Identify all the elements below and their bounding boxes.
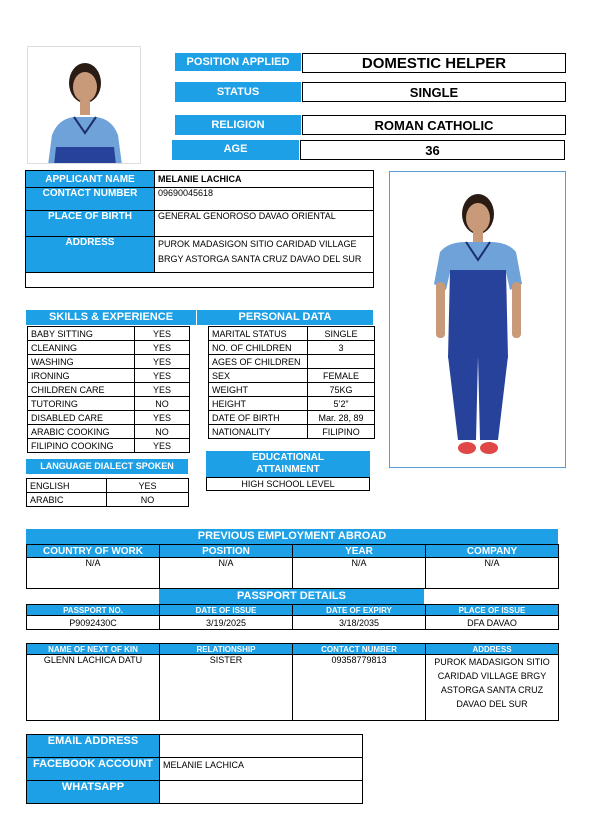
personal-title: PERSONAL DATA	[197, 310, 373, 325]
passport-expiry-date: 3/18/2035	[293, 616, 426, 630]
skill-value: YES	[135, 327, 190, 341]
personal-value: FILIPINO	[308, 425, 375, 439]
employment-cell: N/A	[27, 558, 160, 589]
personal-value: 3	[308, 341, 375, 355]
personal-value: FEMALE	[308, 369, 375, 383]
personal-label: MARITAL STATUS	[209, 327, 308, 341]
table-row	[28, 425, 190, 439]
employment-cell: N/A	[426, 558, 559, 589]
table-row	[209, 425, 375, 439]
place-of-birth-label: PLACE OF BIRTH	[26, 211, 155, 237]
skill-name: WASHING	[28, 355, 135, 369]
table-row	[209, 397, 375, 411]
skill-name: IRONING	[28, 369, 135, 383]
table-row	[27, 479, 189, 493]
table-row	[209, 327, 375, 341]
language-table	[26, 478, 189, 507]
skills-title: SKILLS & EXPERIENCE	[26, 310, 196, 325]
contact-number-value: 09690045618	[155, 188, 374, 211]
age-label: AGE	[172, 140, 299, 160]
blank-row	[26, 273, 374, 288]
religion-value: ROMAN CATHOLIC	[302, 115, 566, 135]
headshot-photo	[27, 46, 141, 164]
table-row	[28, 439, 190, 453]
address-line-2: BRGY ASTORGA SANTA CRUZ DAVAO DEL SUR	[158, 254, 362, 264]
skill-value: NO	[135, 425, 190, 439]
social-table	[26, 734, 363, 804]
kin-relationship: SISTER	[160, 655, 293, 721]
passport-header: DATE OF ISSUE	[160, 605, 293, 616]
personal-label: DATE OF BIRTH	[209, 411, 308, 425]
skill-value: YES	[135, 355, 190, 369]
passport-header: DATE OF EXPIRY	[293, 605, 426, 616]
address-label: ADDRESS	[26, 237, 155, 273]
table-row	[27, 655, 559, 721]
personal-label: HEIGHT	[209, 397, 308, 411]
whatsapp-label: WHATSAPP	[27, 781, 160, 804]
education-title	[206, 451, 370, 477]
education-title-line-2: ATTAINMENT	[256, 464, 320, 475]
skill-name: CLEANING	[28, 341, 135, 355]
education-title-line-1: EDUCATIONAL	[251, 452, 325, 463]
personal-value: 75KG	[308, 383, 375, 397]
address-line-1: PUROK MADASIGON SITIO CARIDAD VILLAGE	[158, 239, 357, 249]
kin-address-line: CARIDAD VILLAGE BRGY	[437, 671, 547, 681]
email-label: EMAIL ADDRESS	[27, 735, 160, 758]
table-row	[28, 369, 190, 383]
table-row	[209, 341, 375, 355]
language-value: NO	[107, 493, 189, 507]
language-value: YES	[107, 479, 189, 493]
personal-label: SEX	[209, 369, 308, 383]
table-row	[28, 341, 190, 355]
skill-value: YES	[135, 439, 190, 453]
personal-value: Mar. 28, 89	[308, 411, 375, 425]
table-row	[28, 397, 190, 411]
age-value: 36	[300, 140, 565, 160]
passport-header: PLACE OF ISSUE	[426, 605, 559, 616]
language-name: ENGLISH	[27, 479, 107, 493]
language-title: LANGUAGE DIALECT SPOKEN	[26, 459, 188, 474]
employment-cell: N/A	[293, 558, 426, 589]
skill-name: ARABIC COOKING	[28, 425, 135, 439]
religion-label: RELIGION	[175, 115, 301, 135]
passport-issue-date: 3/19/2025	[160, 616, 293, 630]
kin-contact-number: 09358779813	[293, 655, 426, 721]
position-applied-label: POSITION APPLIED	[175, 53, 301, 71]
language-name: ARABIC	[27, 493, 107, 507]
contact-number-label: CONTACT NUMBER	[26, 188, 155, 211]
status-value: SINGLE	[302, 82, 566, 102]
table-row	[209, 369, 375, 383]
kin-address-line: ASTORGA SANTA CRUZ	[440, 685, 544, 695]
applicant-info-table	[25, 170, 374, 288]
facebook-value: MELANIE LACHICA	[160, 758, 363, 781]
personal-value: 5’2”	[308, 397, 375, 411]
kin-address-line: DAVAO DEL SUR	[456, 699, 528, 709]
kin-address	[426, 655, 559, 721]
personal-value: SINGLE	[308, 327, 375, 341]
kin-name: GLENN LACHICA DATU	[27, 655, 160, 721]
employment-title: PREVIOUS EMPLOYMENT ABROAD	[26, 529, 558, 544]
table-row	[27, 493, 189, 507]
skills-table	[27, 326, 190, 453]
personal-label: NATIONALITY	[209, 425, 308, 439]
skill-name: FILIPINO COOKING	[28, 439, 135, 453]
facebook-label: FACEBOOK ACCOUNT	[27, 758, 160, 781]
headshot-figure	[28, 47, 141, 164]
education-value: HIGH SCHOOL LEVEL	[206, 477, 370, 491]
status-label: STATUS	[175, 82, 301, 102]
kin-header: RELATIONSHIP	[160, 644, 293, 655]
table-row	[28, 355, 190, 369]
address-value	[155, 237, 374, 273]
skill-value: YES	[135, 341, 190, 355]
passport-title: PASSPORT DETAILS	[159, 589, 424, 604]
employment-table	[26, 544, 559, 589]
skill-value: YES	[135, 383, 190, 397]
table-row	[27, 558, 559, 589]
whatsapp-value	[160, 781, 363, 804]
personal-value	[308, 355, 375, 369]
personal-label: NO. OF CHILDREN	[209, 341, 308, 355]
employment-header: YEAR	[293, 545, 426, 558]
skill-name: BABY SITTING	[28, 327, 135, 341]
kin-header: NAME OF NEXT OF KIN	[27, 644, 160, 655]
skill-value: YES	[135, 411, 190, 425]
skill-name: CHILDREN CARE	[28, 383, 135, 397]
employment-header: COUNTRY OF WORK	[27, 545, 160, 558]
personal-label: AGES OF CHILDREN	[209, 355, 308, 369]
full-body-figure	[390, 172, 566, 468]
skill-name: DISABLED CARE	[28, 411, 135, 425]
email-value	[160, 735, 363, 758]
passport-header: PASSPORT NO.	[27, 605, 160, 616]
full-body-photo	[389, 171, 566, 468]
personal-data-table	[208, 326, 375, 439]
skill-name: TUTORING	[28, 397, 135, 411]
table-row	[209, 411, 375, 425]
kin-header: CONTACT NUMBER	[293, 644, 426, 655]
employment-header: COMPANY	[426, 545, 559, 558]
table-row	[209, 355, 375, 369]
table-row	[27, 616, 559, 630]
employment-header: POSITION	[160, 545, 293, 558]
place-of-birth-value: GENERAL GENOROSO DAVAO ORIENTAL	[155, 211, 374, 237]
personal-label: WEIGHT	[209, 383, 308, 397]
applicant-name-label: APPLICANT NAME	[26, 171, 155, 188]
table-row	[209, 383, 375, 397]
passport-number: P9092430C	[27, 616, 160, 630]
table-row	[28, 327, 190, 341]
skill-value: NO	[135, 397, 190, 411]
kin-header: ADDRESS	[426, 644, 559, 655]
employment-cell: N/A	[160, 558, 293, 589]
passport-table	[26, 604, 559, 630]
position-applied-value: DOMESTIC HELPER	[302, 53, 566, 73]
table-row	[28, 411, 190, 425]
next-of-kin-table	[26, 643, 559, 721]
skill-value: YES	[135, 369, 190, 383]
passport-place-of-issue: DFA DAVAO	[426, 616, 559, 630]
table-row	[28, 383, 190, 397]
applicant-name-value: MELANIE LACHICA	[155, 171, 374, 188]
kin-address-line: PUROK MADASIGON SITIO	[434, 657, 550, 667]
